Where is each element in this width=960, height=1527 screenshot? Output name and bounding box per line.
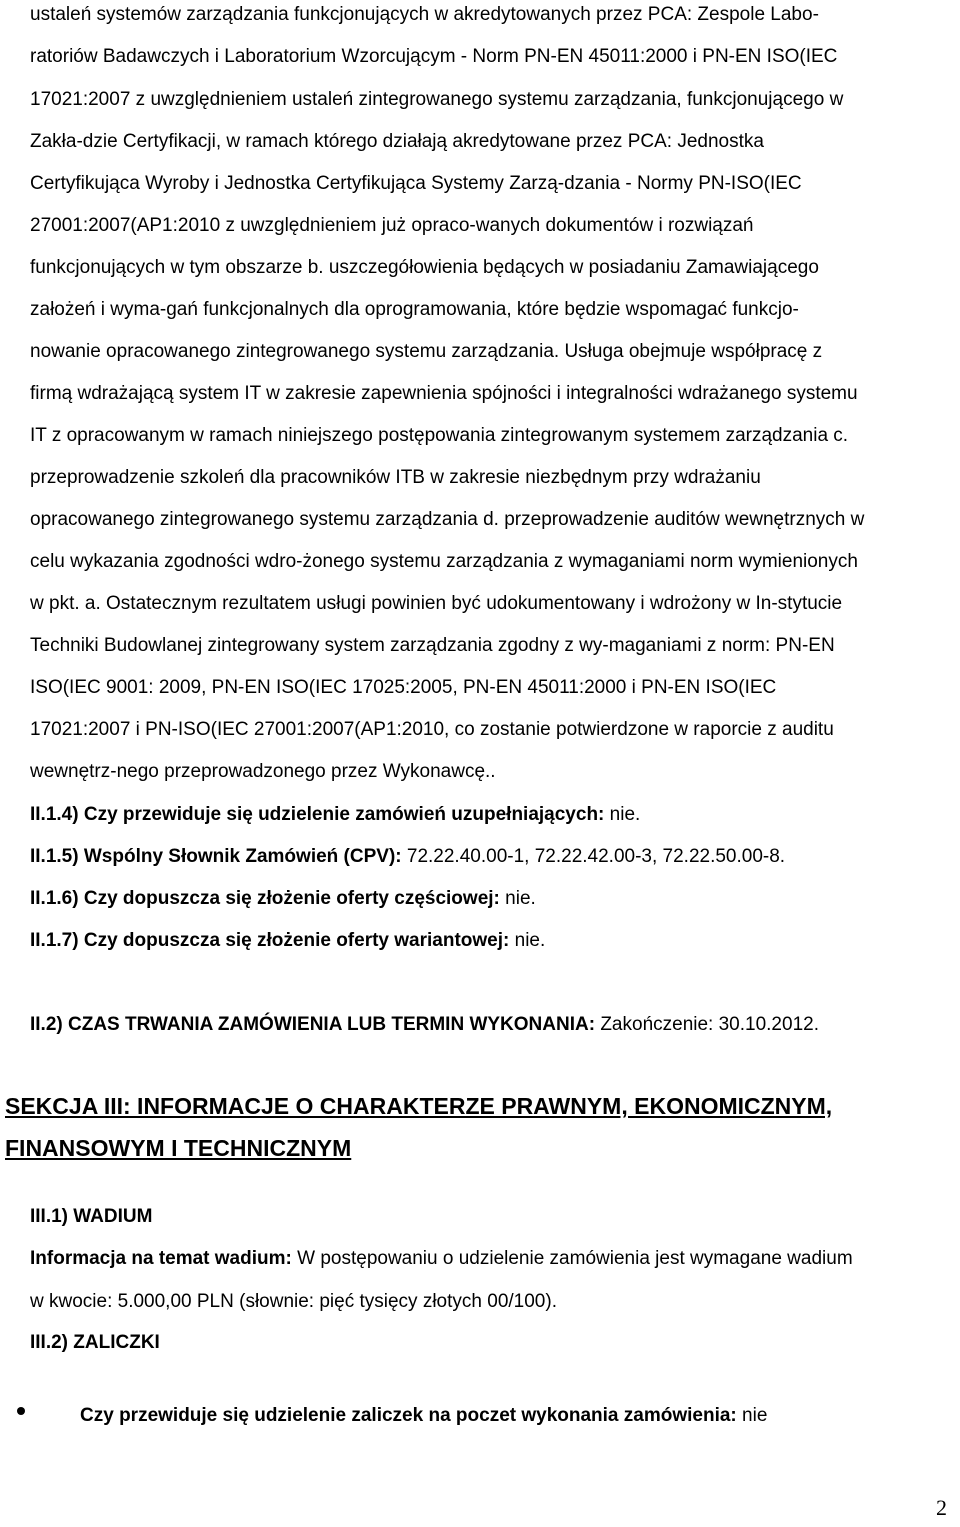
- section-heading: FINANSOWYM I TECHNICZNYM: [5, 1135, 352, 1161]
- body-line: 17021:2007 z uwzględnieniem ustaleń zintegrowanego systemu zarządzania, funkcjonującego w: [30, 89, 844, 110]
- field-label: II.1.7) Czy dopuszcza się złożenie oferty wariantowej:: [30, 930, 510, 951]
- field-value: nie.: [604, 804, 641, 825]
- field-value: 72.22.40.00-1, 72.22.42.00-3, 72.22.50.00-8.: [401, 846, 786, 867]
- wadium-text: W postępowaniu o udzielenie zamówienia jest wymagane wadium: [291, 1248, 853, 1269]
- field-value: Zakończenie: 30.10.2012.: [595, 1014, 819, 1035]
- body-line: nowanie opracowanego zintegrowanego systemu zarządzania. Usługa obejmuje współpracę z: [30, 341, 823, 362]
- wadium-text: w kwocie: 5.000,00 PLN (słownie: pięć tysięcy złotych 00/100).: [30, 1291, 557, 1312]
- body-line: opracowanego zintegrowanego systemu zarządzania d. przeprowadzenie auditów wewnętrznych w: [30, 509, 865, 530]
- body-line: funkcjonujących w tym obszarze b. uszczegółowienia będących w posiadaniu Zamawiającego: [30, 257, 819, 278]
- field-supplementary-orders: [30, 804, 640, 826]
- body-line: ISO(IEC 9001: 2009, PN-EN ISO(IEC 17025:2005, PN-EN 45011:2000 i PN-EN ISO(IEC: [30, 677, 777, 698]
- body-line: IT z opracowanym w ramach niniejszego postępowania zintegrowanym systemem zarządzania c.: [30, 425, 849, 446]
- body-line: wewnętrz-nego przeprowadzonego przez Wykonawcę..: [30, 761, 496, 782]
- field-duration: [30, 1014, 819, 1036]
- field-partial-offer: [30, 888, 536, 910]
- body-line: przeprowadzenie szkoleń dla pracowników ITB w zakresie niezbędnym przy wdrażaniu: [30, 467, 761, 488]
- body-line: Zakła-dzie Certyfikacji, w ramach którego działają akredytowane przez PCA: Jednostka: [30, 131, 764, 152]
- body-line: Techniki Budowlanej zintegrowany system zarządzania zgodny z wy-maganiami z norm: PN-EN: [30, 635, 835, 656]
- body-line: 27001:2007(AP1:2010 z uwzględnieniem już opraco-wanych dokumentów i rozwiązań: [30, 215, 754, 236]
- field-label: II.1.6) Czy dopuszcza się złożenie oferty częściowej:: [30, 888, 500, 909]
- field-value: nie.: [509, 930, 546, 951]
- wadium-info: [30, 1248, 853, 1270]
- section-heading: SEKCJA III: INFORMACJE O CHARAKTERZE PRAWNYM, EKONOMICZNYM,: [5, 1093, 833, 1119]
- wadium-title: III.1) WADIUM: [30, 1206, 153, 1227]
- body-line: celu wykazania zgodności wdro-żonego systemu zarządzania z wymaganiami norm wymienionych: [30, 551, 858, 572]
- bullet-icon: [17, 1407, 25, 1415]
- field-label: II.2) CZAS TRWANIA ZAMÓWIENIA LUB TERMIN WYKONANIA:: [30, 1014, 596, 1035]
- body-line: w pkt. a. Ostatecznym rezultatem usługi powinien być udokumentowany i wdrożony w In-stytucie: [30, 593, 843, 614]
- field-cpv: [30, 846, 785, 868]
- body-line: Certyfikująca Wyroby i Jednostka Certyfikująca Systemy Zarzą-dzania - Normy PN-ISO(IEC: [30, 173, 802, 194]
- page-number: 2: [936, 1495, 947, 1520]
- field-label: II.1.5) Wspólny Słownik Zamówień (CPV):: [30, 846, 402, 867]
- field-label: II.1.4) Czy przewiduje się udzielenie zamówień uzupełniających:: [30, 804, 605, 825]
- field-variant-offer: [30, 930, 545, 952]
- body-line: 17021:2007 i PN-ISO(IEC 27001:2007(AP1:2010, co zostanie potwierdzone w raporcie z auditu: [30, 719, 834, 740]
- advance-label: Czy przewiduje się udzielenie zaliczek na poczet wykonania zamówienia:: [80, 1405, 737, 1426]
- zaliczki-title: III.2) ZALICZKI: [30, 1332, 160, 1353]
- body-line: ratoriów Badawczych i Laboratorium Wzorcującym - Norm PN-EN 45011:2000 i PN-EN ISO(IEC: [30, 46, 838, 67]
- advance-payment-item: [80, 1405, 767, 1427]
- body-line: ustaleń systemów zarządzania funkcjonujących w akredytowanych przez PCA: Zespole Labo-: [30, 4, 819, 25]
- wadium-label: Informacja na temat wadium:: [30, 1248, 292, 1269]
- field-value: nie.: [499, 888, 536, 909]
- body-line: firmą wdrażającą system IT w zakresie zapewnienia spójności i integralności wdrażanego systemu: [30, 383, 858, 404]
- body-line: założeń i wyma-gań funkcjonalnych dla oprogramowania, które będzie wspomagać funkcjo-: [30, 299, 799, 320]
- advance-value: nie: [736, 1405, 768, 1426]
